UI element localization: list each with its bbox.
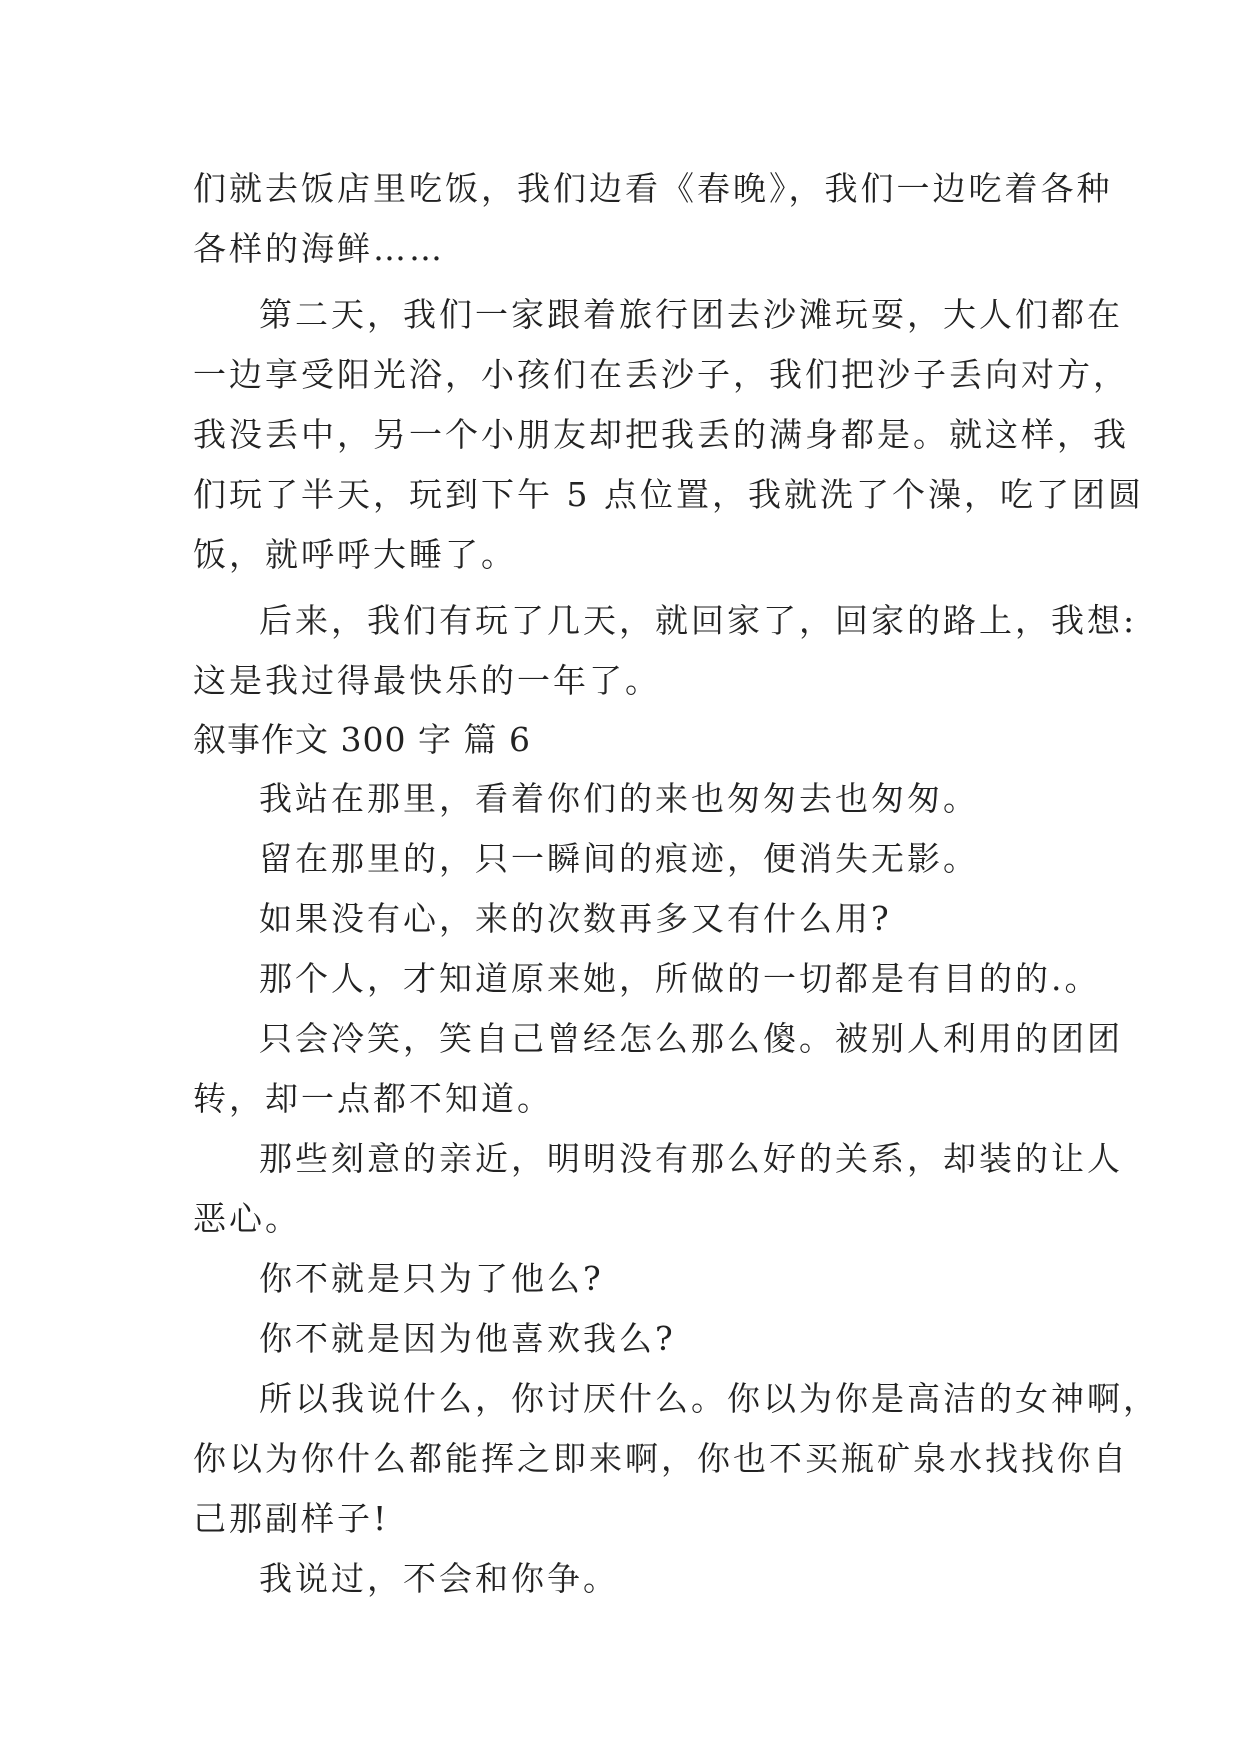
paragraph-line: 所以我说什么，你讨厌什么。你以为你是高洁的女神啊， [259,1379,1159,1418]
paragraph-line: 们就去饭店里吃饭，我们边看《春晚》，我们一边吃着各种 [193,169,1113,208]
section-heading: 叙事作文 300 字 篇 6 [193,720,531,759]
paragraph-line: 饭，就呼呼大睡了。 [193,535,517,574]
paragraph-line: 只会冷笑，笑自己曾经怎么那么傻。被别人利用的团团 [259,1019,1123,1058]
paragraph-line: 你以为你什么都能挥之即来啊，你也不买瓶矿泉水找找你自 [193,1439,1129,1478]
paragraph-line: 我说过，不会和你争。 [259,1559,619,1598]
paragraph-line: 后来，我们有玩了几天，就回家了，回家的路上，我想: [259,601,1138,640]
paragraph-line: 转，却一点都不知道。 [193,1079,553,1118]
paragraph-line: 你不就是只为了他么? [259,1259,604,1298]
paragraph-line: 我站在那里，看着你们的来也匆匆去也匆匆。 [259,779,979,818]
paragraph-line: 你不就是因为他喜欢我么? [259,1319,676,1358]
paragraph-line: 一边享受阳光浴，小孩们在丢沙子，我们把沙子丢向对方， [193,355,1129,394]
paragraph-line: 恶心。 [193,1199,301,1238]
paragraph-line: 第二天，我们一家跟着旅行团去沙滩玩耍，大人们都在 [259,295,1123,334]
paragraph-line: 那个人，才知道原来她，所做的一切都是有目的的.。 [259,959,1101,998]
paragraph-line: 己那副样子! [193,1499,390,1538]
paragraph-line: 如果没有心，来的次数再多又有什么用? [259,899,892,938]
paragraph-line: 留在那里的，只一瞬间的痕迹，便消失无影。 [259,839,979,878]
paragraph-line: 这是我过得最快乐的一年了。 [193,661,661,700]
paragraph-line: 各样的海鲜…… [193,229,445,268]
document-body [193,159,1159,1609]
paragraph-line: 们玩了半天，玩到下午 5 点位置，我就洗了个澡，吃了团圆 [193,475,1144,514]
paragraph-line: 我没丢中，另一个小朋友却把我丢的满身都是。就这样，我 [193,415,1129,454]
paragraph-line: 那些刻意的亲近，明明没有那么好的关系，却装的让人 [259,1139,1123,1178]
